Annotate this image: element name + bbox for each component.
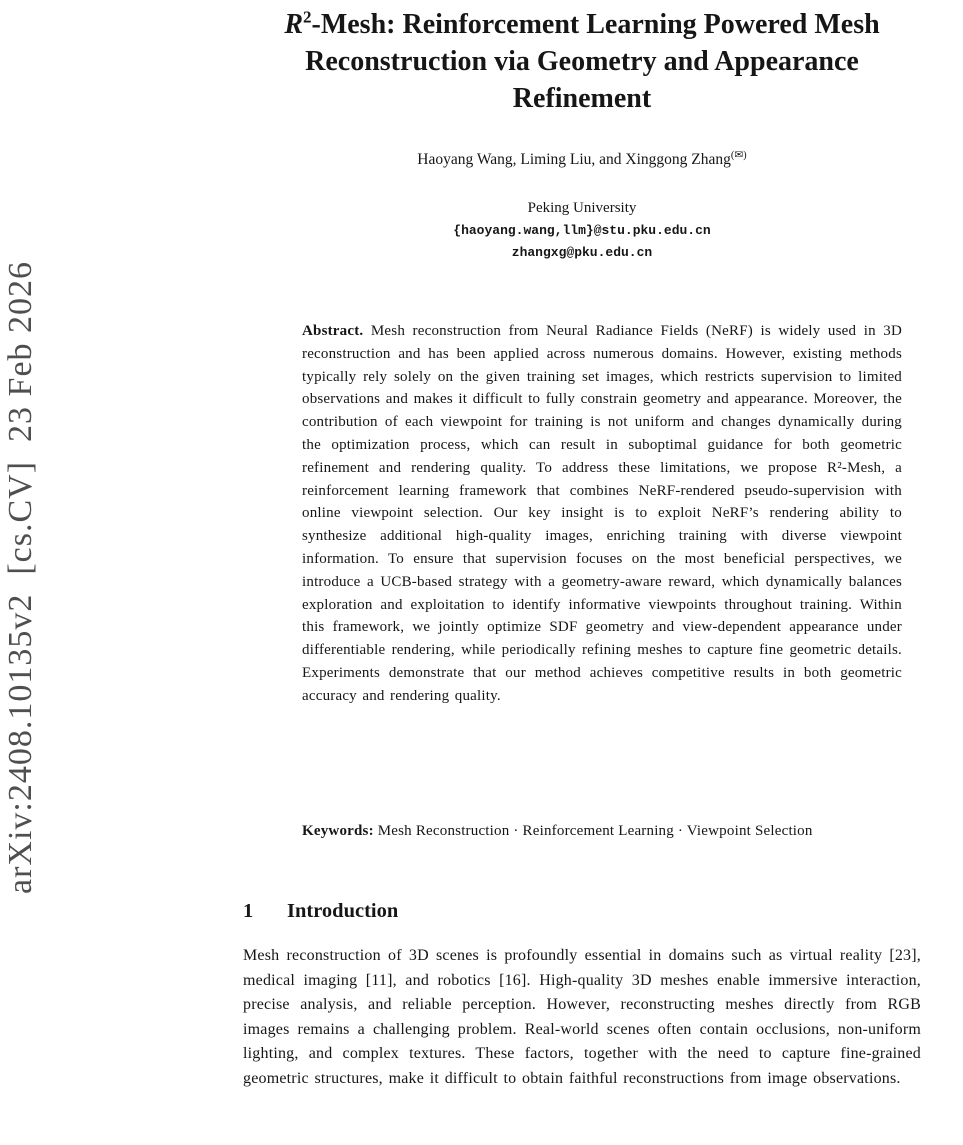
abstract xyxy=(302,320,902,800)
section-title: Introduction xyxy=(287,900,399,922)
title-r-symbol: R xyxy=(284,9,303,40)
title-line-2: Reconstruction via Geometry and Appearance xyxy=(305,46,859,77)
keywords-text: Mesh Reconstruction · Reinforcement Learning · Viewpoint Selection xyxy=(377,823,813,839)
email-line: {haoyang.wang,llm}@stu.pku.edu.cn xyxy=(453,223,711,238)
paper-content xyxy=(243,0,921,1092)
keywords xyxy=(302,820,902,866)
title-superscript: 2 xyxy=(303,7,312,27)
section-number: 1 xyxy=(243,900,254,922)
email-line: zhangxg@pku.edu.cn xyxy=(511,245,653,260)
title-line-1-text: -Mesh: Reinforcement Learning Powered Mesh xyxy=(311,9,880,40)
abstract-label: Abstract. xyxy=(302,323,364,339)
paper-title xyxy=(243,6,921,117)
author-list xyxy=(243,151,921,169)
introduction-paragraph: Mesh reconstruction of 3D scenes is profoundly essential in domains such as virtual reality [23], medical imaging [11], and robotics [16]. High-quality 3D meshes enable immersive interaction, precise analysis, and reliable perception. However, reconstructing meshes directly from RGB images remains a challenging problem. Real-world scenes often contain occlusions, non-uniform lighting, and complex textures. These factors, together with the need to capture fine-grained geometric structures, make it difficult to obtain faithful reconstructions from image observations. xyxy=(243,947,921,1087)
keywords-label: Keywords: xyxy=(302,823,374,839)
corresponding-author-mark: (✉) xyxy=(730,149,747,161)
abstract-text: Mesh reconstruction from Neural Radiance Fields (NeRF) is widely used in 3D reconstruction and has been applied across numerous domains. However, existing methods typically rely solely on the given training set images, which restricts supervision to limited observations and makes it difficult to fully constrain geometry and appearance. Moreover, the contribution of each viewpoint for training is not uniform and changes dynamically during the optimization process, which can result in suboptimal guidance for both geometric refinement and rendering quality. To address these limitations, we propose R²-Mesh, a reinforcement learning framework that combines NeRF-rendered pseudo-supervision with online viewpoint selection. Our key insight is to exploit NeRF’s rendering ability to synthesize additional high-quality images, enriching training with diverse viewpoint information. To ensure that supervision focuses on the most beneficial perspectives, we introduce a UCB-based strategy with a geometry-aware reward, which dynamically balances exploration and exploitation to identify informative viewpoints throughout training. Within this framework, we jointly optimize SDF geometry and view-dependent appearance under differentiable rendering, while periodically refining meshes to capture fine geometric details. Experiments demonstrate that our method achieves competitive results in both geometric accuracy and rendering quality. xyxy=(302,323,903,704)
affiliation: Peking University xyxy=(527,200,637,216)
section-heading xyxy=(243,900,921,923)
arxiv-watermark: arXiv:2408.10135v2 [cs.CV] 23 Feb 2026 xyxy=(2,260,39,895)
email-block xyxy=(243,220,921,264)
author-names: Haoyang Wang, Liming Liu, and Xinggong Zhang xyxy=(417,151,731,168)
title-line-1 xyxy=(243,6,921,43)
title-line-3: Refinement xyxy=(512,83,652,114)
